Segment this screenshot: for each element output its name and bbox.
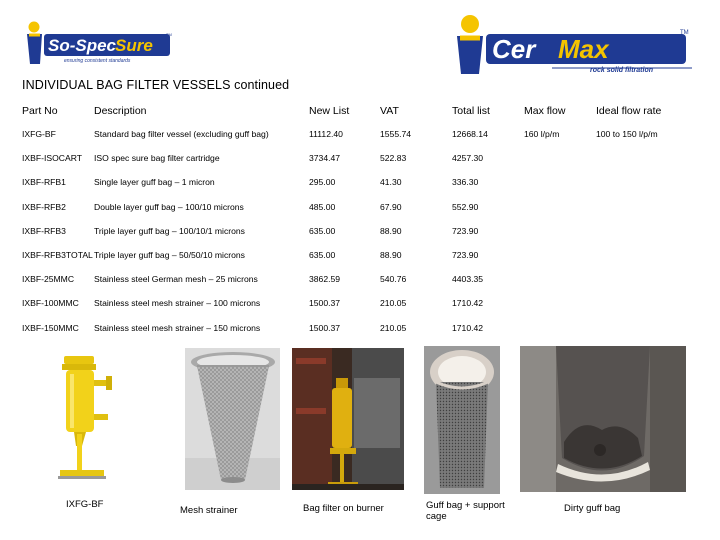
cell-part-no: IXBF-100MMC (22, 298, 79, 309)
cell-ideal-flow (596, 243, 686, 267)
cell-new-list: 11112.40 (309, 129, 343, 140)
cell-description: Standard bag filter vessel (excluding guff bag) (94, 129, 269, 140)
cell-ideal-flow (596, 219, 686, 243)
header-part-no: Part No (22, 105, 58, 117)
caption-guff-bag: Guff bag + support cage (426, 500, 505, 522)
guff-bag-photo (424, 346, 500, 494)
caption-mesh-strainer: Mesh strainer (180, 505, 238, 516)
cell-total-list: 12668.14 (452, 129, 488, 140)
header-new-list: New List (309, 105, 350, 117)
cell-ideal-flow: 100 to 150 l/p/m (596, 129, 658, 140)
caption-vessel: IXFG-BF (66, 499, 104, 510)
cell-part-no: IXBF-RFB3 (22, 225, 66, 236)
cell-description: Triple layer guff bag – 50/50/10 microns (94, 250, 245, 261)
cell-total-list: 723.90 (452, 250, 479, 261)
svg-text:Cer: Cer (492, 34, 536, 64)
cell-new-list: 485.00 (309, 201, 336, 212)
cermax-logo (452, 12, 698, 76)
cell-description: Stainless steel German mesh – 25 microns (94, 274, 258, 285)
table-row (22, 170, 686, 194)
cell-total-list: 1710.42 (452, 322, 484, 333)
mesh-strainer-photo (185, 348, 280, 490)
caption-dirty-bag: Dirty guff bag (564, 503, 621, 514)
cell-part-no: IXBF-150MMC (22, 322, 79, 333)
cell-description: Stainless steel mesh strainer – 150 microns (94, 322, 261, 333)
cell-max-flow (524, 170, 596, 194)
caption-burner: Bag filter on burner (303, 503, 384, 514)
cell-total-list: 4403.35 (452, 274, 484, 285)
cell-max-flow (524, 316, 596, 340)
table-row (22, 122, 686, 146)
cell-max-flow (524, 146, 596, 170)
table-row (22, 267, 686, 291)
cell-new-list: 635.00 (309, 250, 336, 261)
cell-vat: 522.83 (380, 153, 407, 164)
table-row (22, 146, 686, 170)
cell-new-list: 635.00 (309, 225, 336, 236)
svg-text:rock solid filtration: rock solid filtration (590, 67, 654, 74)
cell-part-no: IXBF-RFB2 (22, 201, 66, 212)
cell-total-list: 723.90 (452, 225, 479, 236)
cell-description: Single layer guff bag – 1 micron (94, 177, 215, 188)
header-max-flow: Max flow (524, 105, 566, 117)
svg-text:ensuring consistent standards: ensuring consistent standards (64, 58, 131, 64)
cell-description: Stainless steel mesh strainer – 100 microns (94, 298, 261, 309)
cell-part-no: IXBF-RFB1 (22, 177, 66, 188)
cell-ideal-flow (596, 316, 686, 340)
iso-spec-sure-logo (24, 20, 176, 66)
table-row (22, 243, 686, 267)
header-ideal-flow: Ideal flow rate (596, 105, 662, 117)
cell-part-no: IXBF-25MMC (22, 274, 75, 285)
cell-vat: 88.90 (380, 250, 402, 261)
cell-max-flow (524, 195, 596, 219)
vessel-photo (54, 354, 118, 480)
cell-new-list: 3862.59 (309, 274, 341, 285)
cell-vat: 41.30 (380, 177, 402, 188)
cell-ideal-flow (596, 267, 686, 291)
svg-text:Sure: Sure (115, 36, 153, 55)
table-header-row (22, 100, 686, 122)
cell-ideal-flow (596, 291, 686, 315)
cell-description: Triple layer guff bag – 100/10/1 microns (94, 225, 245, 236)
cell-new-list: 1500.37 (309, 298, 341, 309)
cell-new-list: 295.00 (309, 177, 336, 188)
cell-part-no: IXBF-ISOCART (22, 153, 83, 164)
cell-vat: 1555.74 (380, 129, 412, 140)
cell-description: ISO spec sure bag filter cartridge (94, 153, 220, 164)
cell-max-flow: 160 l/p/m (524, 129, 560, 140)
cell-max-flow (524, 267, 596, 291)
cell-vat: 67.90 (380, 201, 402, 212)
cell-ideal-flow (596, 195, 686, 219)
header-description: Description (94, 105, 147, 117)
cell-vat: 210.05 (380, 298, 407, 309)
svg-text:So-Spec: So-Spec (48, 36, 117, 55)
table-row (22, 195, 686, 219)
cell-ideal-flow (596, 146, 686, 170)
section-title: INDIVIDUAL BAG FILTER VESSELS continued (22, 78, 290, 92)
table-row (22, 316, 686, 340)
cell-total-list: 552.90 (452, 201, 479, 212)
cell-ideal-flow (596, 170, 686, 194)
cell-vat: 540.76 (380, 274, 407, 285)
dirty-bag-photo (520, 346, 686, 492)
cell-total-list: 336.30 (452, 177, 479, 188)
table-row (22, 219, 686, 243)
price-table (22, 100, 686, 340)
cell-new-list: 1500.37 (309, 322, 341, 333)
cell-part-no: IXBF-RFB3TOTAL (22, 250, 93, 261)
cell-max-flow (524, 291, 596, 315)
table-row (22, 291, 686, 315)
svg-text:TM: TM (680, 30, 689, 36)
burner-photo (292, 348, 404, 490)
cell-total-list: 1710.42 (452, 298, 484, 309)
svg-text:Max: Max (558, 34, 609, 64)
cell-max-flow (524, 219, 596, 243)
header-total-list: Total list (452, 105, 490, 117)
cell-description: Double layer guff bag – 100/10 microns (94, 201, 244, 212)
svg-text:TM: TM (166, 32, 172, 37)
cell-vat: 88.90 (380, 225, 402, 236)
cell-total-list: 4257.30 (452, 153, 484, 164)
header-vat: VAT (380, 105, 399, 117)
cell-part-no: IXFG-BF (22, 129, 56, 140)
cell-vat: 210.05 (380, 322, 407, 333)
cell-max-flow (524, 243, 596, 267)
cell-new-list: 3734.47 (309, 153, 341, 164)
